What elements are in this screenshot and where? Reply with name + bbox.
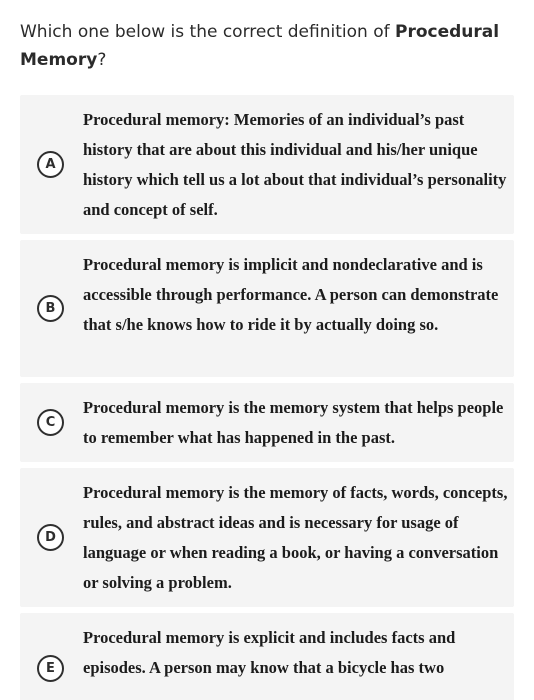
option-text-c: Procedural memory is the memory system that helps people to remember what has happened in the past. — [83, 398, 504, 447]
question-suffix: ? — [97, 50, 107, 70]
option-letter-a: A — [37, 151, 64, 178]
question-prefix: Which one below is the correct definition of — [20, 22, 395, 42]
answer-option-a[interactable] — [20, 95, 514, 234]
answer-option-d[interactable] — [20, 468, 514, 607]
question-text — [20, 18, 520, 74]
option-text-a: Procedural memory: Memories of an individual’s past history that are about this individual and his/her unique history which tell us a lot about that individual’s personality and concept of self. — [83, 110, 507, 219]
answer-option-c[interactable] — [20, 383, 514, 462]
question-bold-term: Procedural Memory — [20, 22, 500, 70]
option-letter-d: D — [37, 524, 64, 551]
option-text-d: Procedural memory is the memory of facts, words, concepts, rules, and abstract ideas and is necessary for usage of language or when reading a book, or having a conversation or solving a problem. — [83, 483, 508, 592]
option-letter-b: B — [37, 295, 64, 322]
answer-option-e[interactable] — [20, 613, 514, 700]
option-text-b: Procedural memory is implicit and nondeclarative and is accessible through performance. A person can demonstrate that s/he knows how to ride it by actually doing so. — [83, 255, 499, 334]
option-text-e: Procedural memory is explicit and includes facts and episodes. A person may know that a bicycle has two — [83, 628, 456, 677]
answer-option-b[interactable] — [20, 240, 514, 377]
option-letter-c: C — [37, 409, 64, 436]
option-letter-e: E — [37, 655, 64, 682]
